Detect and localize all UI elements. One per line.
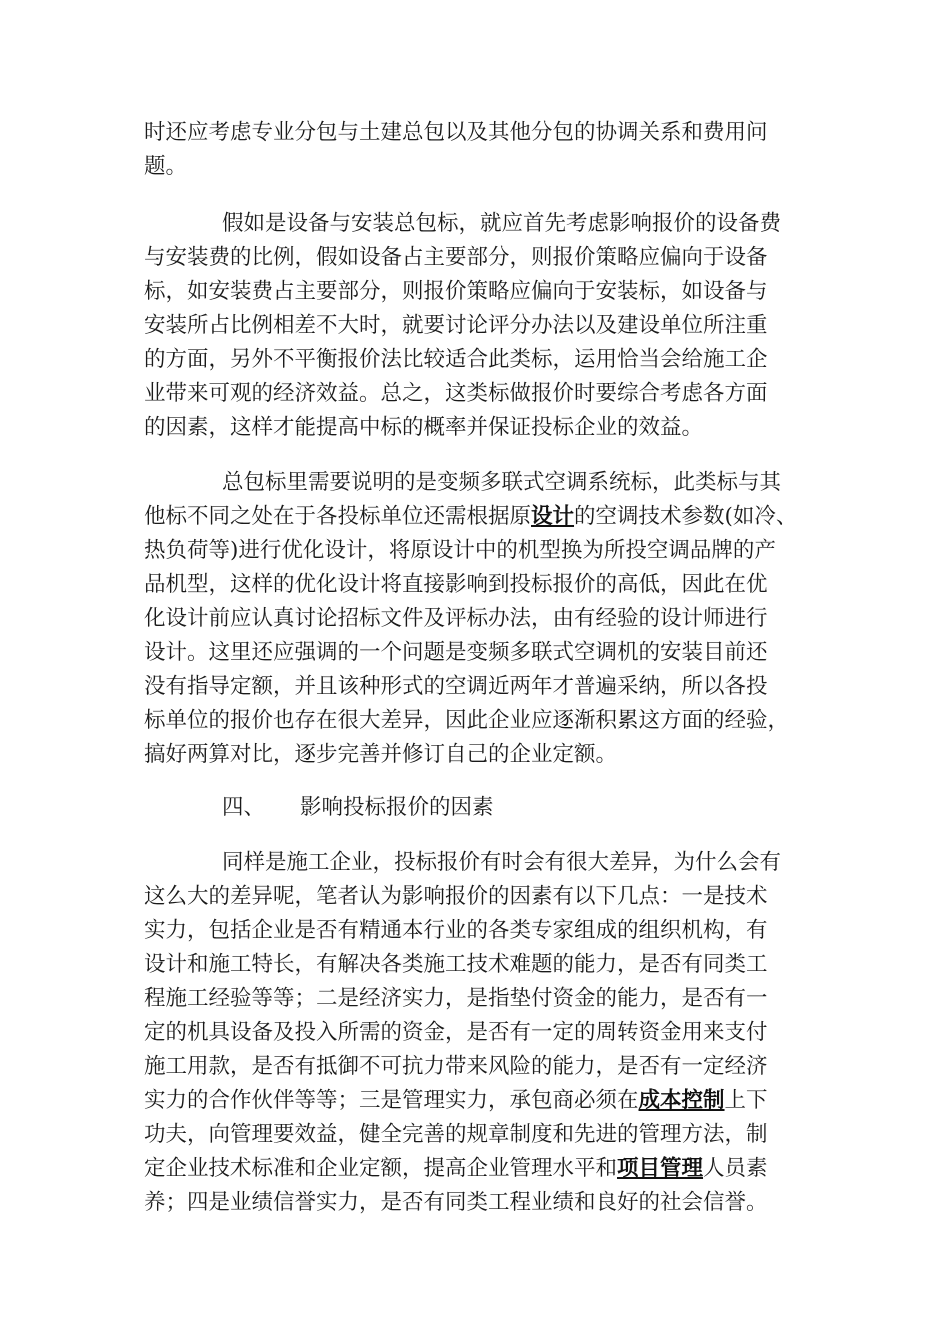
paragraph-2-line-4: 安装所占比例相差不大时，就要讨论评分办法以及建设单位所注重 xyxy=(144,313,768,338)
paragraph-4-line-6: 定的机具设备及投入所需的资金，是否有一定的周转资金用来支付 xyxy=(144,1020,768,1045)
paragraph-3-line-9: 搞好两算对比，逐步完善并修订自己的企业定额。 xyxy=(144,742,618,767)
paragraph-1-line-1: 时还应考虑专业分包与土建总包以及其他分包的协调关系和费用问 xyxy=(144,120,768,145)
paragraph-3-line-6: 设计。这里还应强调的一个问题是变频多联式空调机的安装目前还 xyxy=(144,640,768,665)
paragraph-4-line-2: 这么大的差异呢，笔者认为影响报价的因素有以下几点：一是技术 xyxy=(144,884,768,909)
section-number: 四、 xyxy=(222,795,266,820)
paragraph-4-line-10-text-a: 定企业技术标准和企业定额，提高企业管理水平和 xyxy=(144,1156,618,1181)
paragraph-4-line-11: 养；四是业绩信誉实力，是否有同类工程业绩和良好的社会信誉。 xyxy=(144,1190,768,1215)
paragraph-2-line-5: 的方面，另外不平衡报价法比较适合此类标，运用恰当会给施工企 xyxy=(144,347,768,372)
paragraph-4-line-1: 同样是施工企业，投标报价有时会有很大差异，为什么会有 xyxy=(222,850,782,875)
paragraph-4-line-8 xyxy=(144,1085,768,1117)
paragraph-4-line-9: 功夫，向管理要效益，健全完善的规章制度和先进的管理方法，制 xyxy=(144,1122,768,1147)
paragraph-4-line-10-text-b: 人员素 xyxy=(703,1156,768,1181)
paragraph-3-line-4: 品机型，这样的优化设计将直接影响到投标报价的高低，因此在优 xyxy=(144,572,768,597)
link-project-management[interactable]: 项目管理 xyxy=(617,1156,704,1181)
section-heading: 影响投标报价的因素 xyxy=(300,795,494,820)
paragraph-2-line-2: 与安装费的比例，假如设备占主要部分，则报价策略应偏向于设备 xyxy=(144,245,768,270)
paragraph-2-line-3: 标，如安装费占主要部分，则报价策略应偏向于安装标，如设备与 xyxy=(144,279,768,304)
paragraph-3-line-5: 化设计前应认真讨论招标文件及评标办法，由有经验的设计师进行 xyxy=(144,606,768,631)
paragraph-4-line-4: 设计和施工特长，有解决各类施工技术难题的能力，是否有同类工 xyxy=(144,952,768,977)
paragraph-3-line-8: 标单位的报价也存在很大差异，因此企业应逐渐积累这方面的经验， xyxy=(144,708,790,733)
paragraph-4-line-8-text-b: 上下 xyxy=(724,1088,768,1113)
paragraph-3-line-7: 没有指导定额，并且该种形式的空调近两年才普遍采纳，所以各投 xyxy=(144,674,768,699)
paragraph-3-line-3: 热负荷等)进行优化设计，将原设计中的机型换为所投空调品牌的产 xyxy=(144,538,776,563)
paragraph-3-line-2 xyxy=(144,501,797,533)
paragraph-3-line-2-text-a: 他标不同之处在于各投标单位还需根据原 xyxy=(144,504,532,529)
paragraph-4-line-10 xyxy=(144,1153,768,1185)
link-design[interactable]: 设计 xyxy=(531,504,575,529)
paragraph-4-line-5: 程施工经验等等；二是经济实力，是指垫付资金的能力，是否有一 xyxy=(144,986,768,1011)
paragraph-2-line-6: 业带来可观的经济效益。总之，这类标做报价时要综合考虑各方面 xyxy=(144,381,768,406)
link-cost-control[interactable]: 成本控制 xyxy=(638,1088,725,1113)
paragraph-3-line-2-text-b: 的空调技术参数(如冷、 xyxy=(574,504,798,529)
paragraph-3-line-1: 总包标里需要说明的是变频多联式空调系统标，此类标与其 xyxy=(222,470,782,495)
paragraph-2-line-1: 假如是设备与安装总包标，就应首先考虑影响报价的设备费 xyxy=(222,211,782,236)
paragraph-1-line-2: 题。 xyxy=(144,154,188,179)
paragraph-4-line-3: 实力，包括企业是否有精通本行业的各类专家组成的组织机构，有 xyxy=(144,918,768,943)
paragraph-4-line-8-text-a: 实力的合作伙伴等等；三是管理实力，承包商必须在 xyxy=(144,1088,639,1113)
paragraph-4-line-7: 施工用款，是否有抵御不可抗力带来风险的能力，是否有一定经济 xyxy=(144,1054,768,1079)
paragraph-2-line-7: 的因素，这样才能提高中标的概率并保证投标企业的效益。 xyxy=(144,415,704,440)
